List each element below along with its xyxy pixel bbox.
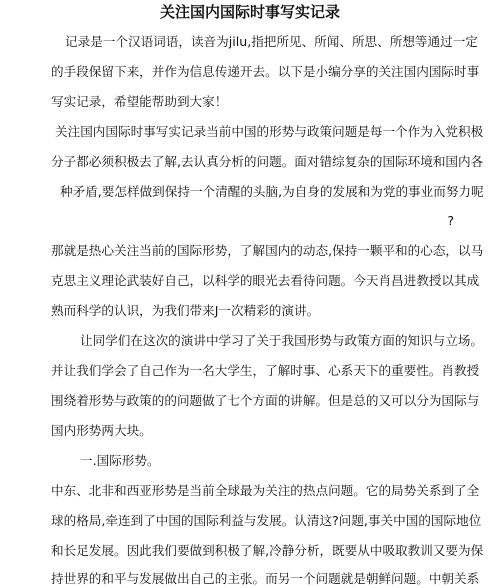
text-line: ? <box>447 213 454 228</box>
text-line: 中东、北非和西亚形势是当前全球最为关注的热点问题。它的局势关系到了全 <box>51 483 480 498</box>
text-line: 关注国内国际时事写实记录当前中国的形势与政策问题是每一个作为入党积极 <box>55 124 484 139</box>
text-line: 分子都必须积极去了解,去认真分析的问题。面对错综复杂的国际环境和国内各 <box>51 154 484 169</box>
text-line: 球的格局,牵连到了中国的国际利益与发展。认清这?问题,事关中国的国际地位 <box>51 513 482 528</box>
text-line: 写实记录，希望能帮助到大家！ <box>51 94 228 109</box>
text-line: 的手段保留下来，并作为信息传递开去。以下是小编分享的关注国内国际时事 <box>51 64 480 79</box>
text-line: 那就是热心关注当前的国际形势，了解国内的动态,保持一颗平和的心态，以马 <box>51 243 484 258</box>
text-line: 让同学们在这次的演讲中学习了关于我国形势与政策方面的知识与立场。 <box>80 333 483 348</box>
text-line: 国内形势两大块。 <box>51 423 152 438</box>
section-heading: 一.国际形势。 <box>80 453 160 468</box>
text-line: 和长足发展。因此我们要做到积极了解,冷静分析，既要从中吸取教训又要为保 <box>51 543 484 558</box>
text-line: 持世界的和平与发展做出自己的主张。而另一个问题就是朝鲜问题。中朝关系 <box>51 571 480 586</box>
text-line: 种矛盾,要怎样做到保持一个清醒的头脑,为自身的发展和为党的事业而努力呢 <box>60 184 484 199</box>
text-line: 记录是一个汉语词语，读音为jilu,指把所见、所闻、所思、所想等通过一定 <box>65 34 478 49</box>
text-line: 围绕着形势与政策的的问题做了七个方面的讲解。但是总的又可以分为国际与 <box>51 393 480 408</box>
text-line: 熟而科学的认识，为我们带来J一次精彩的演讲。 <box>51 303 320 318</box>
text-line: 并让我们学会了自己作为一名大学生，了解时事、心系天下的重要性。肖教授 <box>51 363 480 378</box>
document-title: 关注国内国际时事写实记录 <box>159 3 340 21</box>
text-line: 克思主义理论武装好自己，以科学的眼光去看待问题。今天肖昌进教授以其成 <box>51 273 480 288</box>
